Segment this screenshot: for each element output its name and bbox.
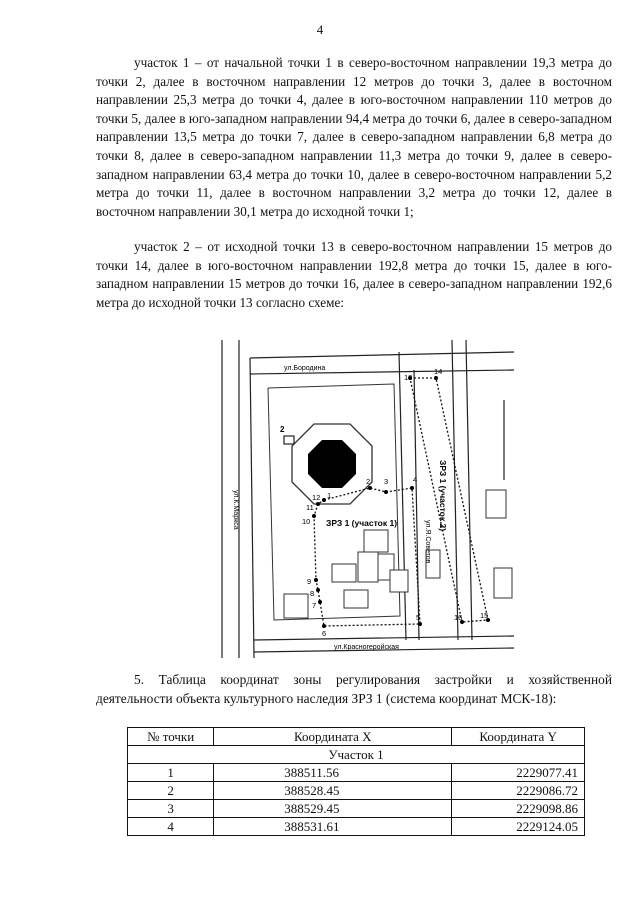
cell-point: 3: [128, 800, 214, 818]
table-caption: 5. Таблица координат зоны регулирования застройки и хозяйственной деятельности объекта культурного наследия ЗРЗ 1 (система координат МСК-18):: [96, 672, 612, 706]
paragraph-section-2: участок 2 – от исходной точки 13 в северо-восточном направлении 15 метров до точки 14, далее в юго-восточном направлении 192,8 метра до точки 15, далее в юго-западном направлении 15 метров до точки 16, далее в северо-западном направлении 192,6 метра до исходной точки 13 согласно схеме:: [96, 239, 612, 310]
street-label-top: ул.Бородина: [284, 365, 326, 372]
cell-x: 388531.61: [214, 818, 452, 836]
point-label-13: 13: [404, 373, 413, 382]
church-dome: [308, 440, 356, 488]
point-label-9: 9: [307, 577, 312, 586]
point-label-4: 4: [413, 475, 418, 484]
point-label-10: 10: [302, 517, 311, 526]
table-row: [128, 764, 585, 782]
building-label-2: 2: [280, 425, 285, 434]
street-label-bottom: ул.Красногеройская: [334, 644, 399, 651]
zone-1-label: ЗРЗ 1 (участок 1): [326, 518, 398, 528]
cell-y: 2229098.86: [452, 800, 585, 818]
point-label-14: 14: [434, 367, 443, 376]
cell-x: 388529.45: [214, 800, 452, 818]
cell-y: 2229086.72: [452, 782, 585, 800]
table-section-row: [128, 746, 585, 764]
header-coordinate-x: Координата X: [214, 728, 452, 746]
point-label-3: 3: [384, 477, 389, 486]
coordinates-table: [127, 727, 585, 836]
cell-y: 2229124.05: [452, 818, 585, 836]
cell-y: 2229077.41: [452, 764, 585, 782]
point-label-16: 16: [454, 613, 463, 622]
cell-point: 4: [128, 818, 214, 836]
street-label-right: ул.Я.Советов: [424, 520, 431, 564]
point-label-7: 7: [312, 601, 317, 610]
section-label: Участок 1: [128, 746, 585, 764]
cell-point: 2: [128, 782, 214, 800]
site-scheme-map: [214, 340, 516, 658]
scheme-drawing: [214, 340, 516, 658]
point-label-2: 2: [366, 477, 371, 486]
point-label-6: 6: [322, 629, 327, 638]
table-row: [128, 782, 585, 800]
cell-x: 388511.56: [214, 764, 452, 782]
point-label-11: 11: [306, 503, 314, 512]
street-label-left: ул.К.Маркса: [232, 490, 239, 530]
point-label-5: 5: [416, 613, 421, 622]
point-label-15: 15: [480, 611, 489, 620]
point-label-12: 12: [312, 493, 321, 502]
point-label-8: 8: [310, 589, 315, 598]
table-header-row: [128, 728, 585, 746]
zone-2-label: ЗРЗ 1 (участок 2): [438, 460, 448, 532]
header-coordinate-y: Координата Y: [452, 728, 585, 746]
point-label-1: 1: [327, 491, 332, 500]
table-row: [128, 818, 585, 836]
table-row: [128, 800, 585, 818]
paragraph-section-1: участок 1 – от начальной точки 1 в северо-восточном направлении 19,3 метра до точки 2, далее в восточном направлении 12 метров до точки 3, далее в восточном направлении 25,3 метра до точки 4, далее в юго-восточном направлении 110 метров до точки 5, далее в юго-западном направлении 94,4 метра до точки 6, далее в северо-западном направлении 13,5 метра до точки 7, далее в северо-западном направлении 6,8 метра до точки 8, далее в северо-западном направлении 11,3 метра до точки 9, далее в северо-западном направлении 63,4 метра до точки 10, далее в северо-восточном направлении 5,2 метра до точки 11, далее в восточном направлении 3,2 метра до точки 12, далее в восточном направлении 30,1 метра до исходной точки 1;: [96, 55, 612, 219]
header-point-number: № точки: [128, 728, 214, 746]
cell-x: 388528.45: [214, 782, 452, 800]
cell-point: 1: [128, 764, 214, 782]
page-number: 4: [316, 22, 324, 37]
